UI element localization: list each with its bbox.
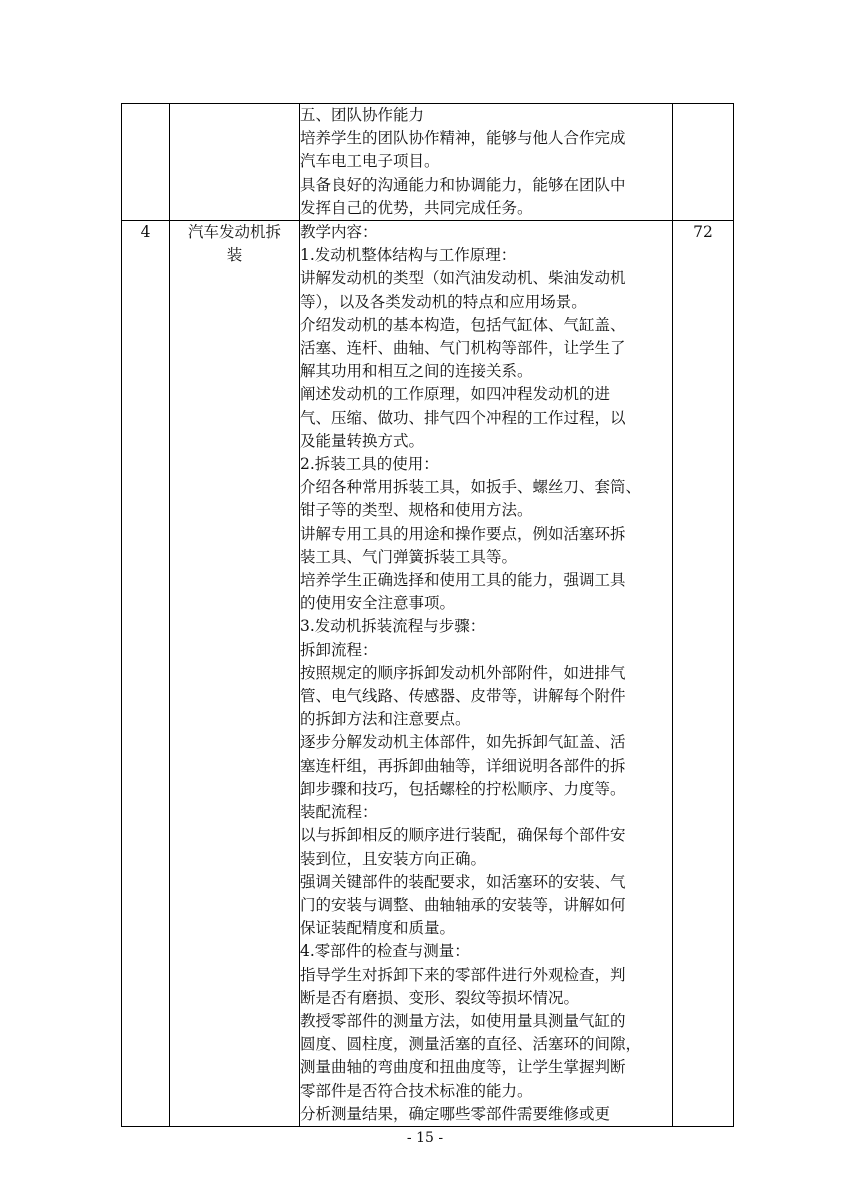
content-line: 讲解专用工具的用途和操作要点，例如活塞环拆 xyxy=(300,524,626,543)
row-number-cell: 4 xyxy=(122,221,170,1127)
content-line: 测量曲轴的弯曲度和扭曲度等，让学生掌握判断 xyxy=(300,1058,626,1077)
content-line: 强调关键部件的装配要求，如活塞环的安装、气 xyxy=(300,872,626,891)
content-line: 2.拆装工具的使用： xyxy=(300,455,439,474)
teaching-content-cell xyxy=(300,221,673,1127)
content-line: 保证装配精度和质量。 xyxy=(300,919,456,938)
course-table-body xyxy=(122,104,734,1127)
teaching-content-cell xyxy=(300,104,673,221)
content-line: 钳子等的类型、规格和使用方法。 xyxy=(300,501,533,520)
page-number: - 15 - xyxy=(406,1130,444,1146)
content-line: 等），以及各类发动机的特点和应用场景。 xyxy=(300,292,587,311)
content-line: 分析测量结果，确定哪些零部件需要维修或更 xyxy=(300,1104,611,1123)
course-table xyxy=(121,103,734,1127)
content-line: 气、压缩、做功、排气四个冲程的工作过程，以 xyxy=(300,408,626,427)
content-line: 门的安装与调整、曲轴轴承的安装等，讲解如何 xyxy=(300,895,626,914)
table-row xyxy=(122,221,734,1127)
hours-cell xyxy=(673,104,734,221)
content-line: 培养学生的团队协作精神，能够与他人合作完成 xyxy=(300,129,626,148)
content-line: 介绍发动机的基本构造，包括气缸体、气缸盖、 xyxy=(300,315,626,334)
content-line: 培养学生正确选择和使用工具的能力，强调工具 xyxy=(300,571,626,590)
content-line: 逐步分解发动机主体部件，如先拆卸气缸盖、活 xyxy=(300,733,626,752)
course-name-cell xyxy=(170,104,300,221)
content-line: 汽车电工电子项目。 xyxy=(300,152,440,171)
content-line: 1.发动机整体结构与工作原理： xyxy=(300,246,517,265)
table-row xyxy=(122,104,734,221)
content-line: 塞连杆组，再拆卸曲轴等，详细说明各部件的拆 xyxy=(300,756,626,775)
content-line: 拆卸流程： xyxy=(300,640,378,659)
content-line: 零部件是否符合技术标准的能力。 xyxy=(300,1081,533,1100)
content-line: 管、电气线路、传感器、皮带等，讲解每个附件 xyxy=(300,687,626,706)
course-name-cell xyxy=(170,221,300,1127)
content-line: 圆度、圆柱度，测量活塞的直径、活塞环的间隙， xyxy=(300,1035,642,1054)
content-line: 3.发动机拆装流程与步骤： xyxy=(300,617,486,636)
content-line: 及能量转换方式。 xyxy=(300,431,425,450)
content-line: 以与拆卸相反的顺序进行装配，确保每个部件安 xyxy=(300,826,626,845)
content-line: 装工具、气门弹簧拆装工具等。 xyxy=(300,547,518,566)
content-line: 阐述发动机的工作原理，如四冲程发动机的进 xyxy=(300,385,611,404)
content-line: 讲解发动机的类型（如汽油发动机、柴油发动机 xyxy=(300,269,626,288)
course-name-line: 装 xyxy=(226,246,243,265)
content-line: 装配流程： xyxy=(300,803,378,822)
content-line: 具备良好的沟通能力和协调能力，能够在团队中 xyxy=(300,175,626,194)
hours-cell: 72 xyxy=(673,221,734,1127)
content-line: 五、团队协作能力 xyxy=(300,106,425,124)
content-line: 活塞、连杆、曲轴、气门机构等部件，让学生了 xyxy=(300,339,626,358)
content-line: 指导学生对拆卸下来的零部件进行外观检查，判 xyxy=(300,965,626,984)
content-line: 按照规定的顺序拆卸发动机外部附件，如进排气 xyxy=(300,663,626,682)
content-line: 教学内容： xyxy=(300,223,378,242)
course-name-line: 汽车发动机拆 xyxy=(187,223,281,242)
content-line: 教授零部件的测量方法，如使用量具测量气缸的 xyxy=(300,1011,626,1030)
content-line: 4.零部件的检查与测量： xyxy=(300,942,470,961)
content-line: 的拆卸方法和注意要点。 xyxy=(300,710,471,729)
content-line: 断是否有磨损、变形、裂纹等损坏情况。 xyxy=(300,988,580,1007)
content-line: 装到位，且安装方向正确。 xyxy=(300,849,487,868)
content-line: 的使用安全注意事项。 xyxy=(300,594,456,613)
content-line: 解其功用和相互之间的连接关系。 xyxy=(300,362,533,381)
content-line: 卸步骤和技巧，包括螺栓的拧松顺序、力度等。 xyxy=(300,779,626,798)
content-line: 介绍各种常用拆装工具，如扳手、螺丝刀、套筒、 xyxy=(300,478,642,497)
row-number-cell xyxy=(122,104,170,221)
content-line: 发挥自己的优势，共同完成任务。 xyxy=(300,198,533,217)
